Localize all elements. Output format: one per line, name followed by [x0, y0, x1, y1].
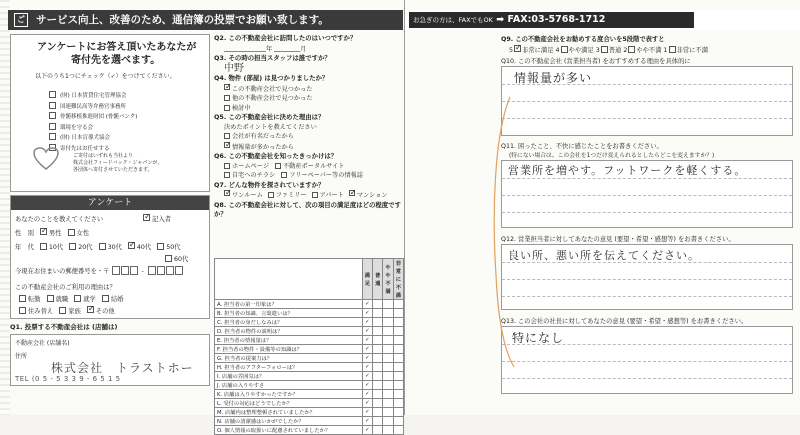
- q5-sub: 決めたポイントを教えてください: [224, 123, 317, 131]
- q6-option-label: フリーペーパー等の情報誌: [289, 172, 363, 179]
- q8-header: 満足: [362, 259, 372, 300]
- q8-item: D. 担当者の物件の説明は？: [215, 327, 363, 336]
- postal-digit[interactable]: [121, 266, 129, 275]
- q8-item: A. 担当者の第一印象は？: [215, 300, 363, 309]
- q8-row: [215, 354, 404, 363]
- org-checkbox[interactable]: [49, 123, 56, 130]
- q8-cell[interactable]: [393, 354, 403, 363]
- arrow-icon: ➡: [496, 14, 505, 25]
- reason-options-2: [15, 306, 115, 315]
- q9-checkbox[interactable]: [669, 46, 676, 53]
- fax-box: [409, 12, 694, 28]
- postal-digit[interactable]: [166, 266, 174, 275]
- donation-note: [73, 153, 162, 174]
- q7-question: Q7. どんな物件を探されていますか？: [214, 180, 325, 189]
- q5-question: Q5. この不動産会社に決めた理由は？: [214, 113, 325, 121]
- female-checkbox[interactable]: [68, 229, 75, 236]
- q8-cell[interactable]: [383, 372, 393, 381]
- q8-row: [215, 417, 404, 426]
- q7-option-label: アパート: [319, 192, 344, 199]
- q8-row: [215, 363, 404, 372]
- q5-option-label: 情報量が多かったから: [232, 143, 294, 151]
- donation-note-line: 株式会社フィードバック・ジャパンが、: [73, 160, 163, 166]
- q6-checkbox[interactable]: [281, 172, 287, 178]
- q9-option: やや満足: [568, 47, 594, 54]
- q7-checkbox[interactable]: [312, 192, 318, 198]
- q8-cell[interactable]: [383, 399, 393, 408]
- reason-checkbox[interactable]: [87, 306, 94, 313]
- q8-cell[interactable]: [393, 381, 403, 390]
- q4-option-label: 検討中: [232, 104, 251, 112]
- q8-cell[interactable]: [383, 381, 393, 390]
- q8-cell[interactable]: [393, 408, 403, 417]
- age-option: 30代: [107, 244, 122, 251]
- q8-row: [215, 345, 404, 354]
- q8-cell[interactable]: [373, 345, 383, 354]
- answer-rule: [502, 101, 792, 102]
- q8-cell[interactable]: [373, 390, 383, 399]
- q13-answer-box[interactable]: [501, 326, 793, 394]
- gender-row: [15, 228, 89, 237]
- q8-cell[interactable]: [393, 390, 403, 399]
- kinyusha-label: 記入者: [152, 216, 172, 223]
- q8-row: [215, 390, 404, 399]
- org-checkbox[interactable]: [49, 133, 56, 140]
- age-row: [15, 242, 181, 251]
- q8-cell[interactable]: [383, 309, 393, 318]
- q8-item: J. 店舗の入りやすさ: [215, 381, 363, 390]
- q10-handwritten-answer: 情報量が多い: [514, 71, 593, 85]
- q8-cell-checked[interactable]: ✓: [362, 426, 372, 435]
- q8-cell[interactable]: [393, 372, 403, 381]
- q8-header: 非常に不満: [393, 259, 403, 300]
- about-you-row: [15, 214, 171, 223]
- q6-checkbox[interactable]: [224, 163, 230, 169]
- q7-checkbox[interactable]: [268, 192, 274, 198]
- postal-digit[interactable]: [112, 266, 120, 275]
- reason-checkbox[interactable]: [59, 307, 66, 314]
- q8-cell[interactable]: [383, 336, 393, 345]
- q8-satisfaction-table: [214, 258, 404, 435]
- org-label: 寄付先はお任せする: [60, 145, 110, 152]
- q8-cell[interactable]: [383, 327, 393, 336]
- q6-option-label: 自宅へのチラシ: [232, 172, 276, 179]
- postal-digit[interactable]: [175, 266, 183, 275]
- q8-cell[interactable]: [373, 327, 383, 336]
- donation-note-line: ご寄付はいずれも当社より: [73, 153, 134, 159]
- q2-answer: [214, 44, 404, 55]
- q8-row: [215, 381, 404, 390]
- q8-cell[interactable]: [393, 309, 403, 318]
- q13-question: Q13. この会社の社長に対してあなたの意見 (要望・希望・感想等) をお書きください。: [501, 318, 748, 325]
- q7-options: [214, 190, 404, 201]
- survey-title: アンケート: [11, 196, 209, 210]
- q8-item: F. 担当者の物件・設備等の知識は？: [215, 345, 363, 354]
- age-checkbox[interactable]: [128, 242, 135, 249]
- q2-month-label: 月: [300, 45, 307, 53]
- reason-option: 転勤: [28, 296, 41, 303]
- q13-handwritten-answer: 特になし: [512, 331, 565, 345]
- reason-checkbox[interactable]: [74, 295, 81, 302]
- q8-cell-checked[interactable]: ✓: [362, 309, 372, 318]
- male-checkbox[interactable]: [40, 228, 47, 235]
- q8-cell-checked[interactable]: ✓: [362, 336, 372, 345]
- postal-row: 今現在お住まいの郵便番号を・〒 -: [15, 266, 183, 275]
- org-item[interactable]: [49, 123, 137, 134]
- q4-option-label: 他の不動産会社で見つかった: [232, 95, 313, 102]
- q8-cell[interactable]: [393, 336, 403, 345]
- q1-tel: TEL (0 5 - 5 3 3 9 - 6 5 1 5: [15, 375, 121, 383]
- age-label: 年 代: [15, 244, 34, 251]
- reason-label: この不動産会社のご利用の理由は？: [15, 284, 116, 291]
- q8-cell[interactable]: [393, 345, 403, 354]
- postal-digit[interactable]: [157, 266, 165, 275]
- q8-cell[interactable]: [373, 381, 383, 390]
- age-option: 50代: [166, 244, 181, 251]
- org-item[interactable]: [49, 102, 137, 113]
- q8-row: [215, 327, 404, 336]
- org-label: 国連難民高等弁務官事務所: [60, 103, 127, 110]
- q8-cell-checked[interactable]: ✓: [362, 345, 372, 354]
- q8-header: やや不満: [383, 259, 393, 300]
- q2-month-field[interactable]: [274, 44, 300, 52]
- org-label: 骨髄移植推進財団 (骨髄バンク): [60, 114, 138, 120]
- postal-label: 今現在お住まいの郵便番号を・〒: [15, 268, 110, 275]
- age-option: 60代: [174, 256, 189, 263]
- org-label: (財) 日本盲導犬協会: [60, 135, 111, 141]
- q9-section: [501, 34, 796, 54]
- q8-row: [215, 300, 404, 309]
- q8-cell[interactable]: [383, 354, 393, 363]
- age-checkbox[interactable]: [165, 255, 172, 262]
- q8-cell[interactable]: [383, 417, 393, 426]
- q8-cell[interactable]: [393, 426, 403, 435]
- q8-cell[interactable]: [383, 390, 393, 399]
- donation-title-1: アンケートにお答え頂いたあなたが: [37, 42, 197, 53]
- answer-rule: [502, 279, 792, 280]
- answer-rule: [502, 195, 792, 196]
- q11-sub: (特にない場合は、この会社を1つだけ変えられるとしたらどこを変えますか？): [509, 153, 715, 159]
- q8-cell[interactable]: [393, 417, 403, 426]
- fax-number: FAX:03-5768-1712: [507, 14, 606, 25]
- reason-options-1: [15, 294, 123, 303]
- q8-cell[interactable]: [383, 300, 393, 309]
- q7-option-label: ワンルーム: [232, 192, 263, 199]
- q8-cell-checked[interactable]: ✓: [362, 417, 372, 426]
- q1-handwritten-company: 株式会社 トラストホー: [51, 361, 194, 375]
- q8-item: G. 担当者の提案力は？: [215, 354, 363, 363]
- q2-question: Q2. この不動産会社に訪問したのはいつですか？: [214, 34, 357, 42]
- q8-cell[interactable]: [373, 399, 383, 408]
- org-item[interactable]: [49, 133, 137, 144]
- q6-checkbox[interactable]: [275, 163, 281, 169]
- reason-checkbox[interactable]: [102, 295, 109, 302]
- q6-option-label: ホームページ: [232, 162, 270, 170]
- q8-cell-checked[interactable]: ✓: [362, 390, 372, 399]
- reason-checkbox[interactable]: [19, 307, 26, 314]
- q9-checkbox[interactable]: [628, 46, 635, 53]
- left-banner: [8, 10, 403, 30]
- postal-digit[interactable]: [130, 266, 138, 275]
- q5-checkbox[interactable]: [224, 133, 230, 139]
- q3-answer: [214, 64, 404, 75]
- about-you-label: あなたのことを教えてください: [15, 216, 104, 223]
- q8-cell[interactable]: [393, 318, 403, 327]
- age-option: 20代: [78, 244, 93, 251]
- q8-cell[interactable]: [373, 363, 383, 372]
- reason-option: 就学: [83, 296, 96, 303]
- reason-option: 結婚: [110, 296, 124, 303]
- q8-cell-checked[interactable]: ✓: [362, 318, 372, 327]
- q8-cell[interactable]: [393, 327, 403, 336]
- q8-row: [215, 408, 404, 417]
- age-option: 10代: [48, 244, 64, 251]
- reason-option: その他: [95, 308, 115, 315]
- q12-handwritten-answer: 良い所、悪い所を伝えてください。: [508, 249, 700, 262]
- q4-option[interactable]: [214, 104, 404, 114]
- q8-row: [215, 318, 404, 327]
- q6-options: [214, 171, 404, 181]
- q9-question: Q9. この不動産会社をお勧めする度合いを5段階で表すと: [501, 36, 665, 43]
- q8-item: C. 担当者の身だしなみは？: [215, 318, 363, 327]
- age-checkbox[interactable]: [157, 243, 164, 250]
- donation-title-2: 寄付先を選べます。: [71, 55, 161, 66]
- q1-question: Q1. 投票する不動産会社は (店舗は): [10, 323, 118, 331]
- q8-cell[interactable]: [373, 372, 383, 381]
- reason-option: 家族: [68, 308, 81, 315]
- q8-cell-checked[interactable]: ✓: [362, 327, 372, 336]
- q8-row: [215, 336, 404, 345]
- q10-answer-box[interactable]: [501, 66, 793, 136]
- q8-cell-checked[interactable]: ✓: [362, 300, 372, 309]
- q8-item: B. 担当者の知識、言葉遣いは？: [215, 309, 363, 318]
- q12-question: Q12. 営業担当者に対してあなたの意見 (要望・希望・感想等) をお書きください。: [501, 236, 735, 243]
- q5-checkbox[interactable]: [224, 142, 230, 148]
- q7-option-label: ファミリー: [275, 192, 307, 199]
- q8-row: [215, 426, 404, 435]
- banner-badge: ご: [14, 13, 28, 27]
- male-label: 男性: [48, 230, 62, 237]
- q4-option[interactable]: [214, 94, 404, 104]
- org-checkbox[interactable]: [49, 91, 56, 98]
- q9-option: やや不満: [636, 47, 662, 54]
- fax-small-text: お急ぎの方は、FAXでもOK: [413, 16, 493, 24]
- q8-header: 普通: [373, 259, 383, 300]
- q9-checkbox[interactable]: [514, 45, 521, 52]
- q8-cell[interactable]: [383, 318, 393, 327]
- age-checkbox[interactable]: [99, 243, 106, 250]
- org-checkbox[interactable]: [49, 102, 56, 109]
- q8-item: N. 店舗の清潔感はいかがでしたか？: [215, 417, 363, 426]
- age-checkbox[interactable]: [40, 243, 47, 250]
- q8-cell-checked[interactable]: ✓: [362, 363, 372, 372]
- q8-row: [215, 372, 404, 381]
- q8-cell[interactable]: [393, 363, 403, 372]
- q9-option: 普通: [608, 47, 622, 54]
- q3-handwritten-name: 中野: [224, 62, 244, 74]
- q4-option-label: この不動産会社で見つかった: [232, 85, 313, 93]
- q8-cell[interactable]: [383, 426, 393, 435]
- q4-checkbox[interactable]: [224, 95, 230, 101]
- age-checkbox[interactable]: [69, 243, 76, 250]
- q7-option-label: マンション: [356, 192, 388, 199]
- donation-note-line: 各団体へ寄付させていただきます。: [73, 167, 153, 173]
- postal-digit[interactable]: [148, 266, 156, 275]
- q8-row: [215, 399, 404, 408]
- donation-instruction: 以下のうち1つにチェック（✓）をつけてください。: [35, 73, 176, 80]
- q8-item: M. 店舗内は整理整頓されていましたか？: [215, 408, 363, 417]
- binding-strip: [0, 0, 10, 415]
- reason-option: 住み替え: [28, 308, 54, 315]
- q7-checkbox[interactable]: [224, 190, 230, 196]
- q1-answer-box[interactable]: [10, 334, 210, 386]
- q4-question: Q4. 物件 (部屋) は見つかりましたか？: [214, 74, 329, 82]
- profile-survey: [10, 195, 210, 319]
- answer-rule: [502, 378, 792, 379]
- q2-year-field[interactable]: [224, 44, 266, 52]
- q11-answer-box[interactable]: [501, 160, 793, 228]
- q4-checkbox[interactable]: [224, 105, 230, 111]
- q8-cell[interactable]: [393, 399, 403, 408]
- q1-address-label: 住所: [15, 353, 28, 360]
- q8-cell[interactable]: [393, 300, 403, 309]
- banner-text: サービス向上、改善のため、通信簿の投票でお願い致します。: [36, 14, 329, 26]
- kinyusha-checkbox[interactable]: [143, 214, 150, 221]
- q8-item: L. 受付の対応はどうでしたか？: [215, 399, 363, 408]
- answer-rule: [502, 118, 792, 119]
- q8-cell[interactable]: [383, 363, 393, 372]
- heart-icon: [33, 147, 59, 171]
- donation-box: [10, 34, 210, 192]
- age-option: 40代: [136, 244, 152, 251]
- q8-cell[interactable]: [373, 318, 383, 327]
- q8-cell-checked[interactable]: ✓: [362, 399, 372, 408]
- answer-rule: [502, 296, 792, 297]
- q8-row: [215, 309, 404, 318]
- q9-option: 非常に満足: [522, 47, 554, 54]
- reason-checkbox[interactable]: [19, 295, 26, 302]
- reason-option: 就職: [55, 296, 69, 303]
- q8-cell-checked[interactable]: ✓: [362, 372, 372, 381]
- q8-item: O. 個人情報の取扱いに配慮されていましたか？: [215, 426, 363, 435]
- q8-cell[interactable]: [373, 309, 383, 318]
- donation-org-list: [49, 91, 137, 154]
- q1-company-label: 不動産会社 (店舗名): [15, 340, 70, 347]
- org-label: (財) 日本賃貸住宅管理協会: [60, 93, 127, 99]
- fold-line: [488, 95, 518, 370]
- q8-item: H. 担当者のアフターフォローは？: [215, 363, 363, 372]
- fax-banner: [405, 10, 800, 30]
- answer-rule: [502, 212, 792, 213]
- q9-checkbox[interactable]: [561, 46, 568, 53]
- q8-cell[interactable]: [383, 408, 393, 417]
- org-item[interactable]: [49, 112, 137, 123]
- middle-questions: [214, 34, 404, 220]
- reason-row: [15, 282, 116, 291]
- gender-label: 性 別: [15, 230, 34, 237]
- q6-question: Q6. この不動産会社を知ったきっかけは？: [214, 152, 338, 160]
- q8-question: Q8. この不動産会社に対して、次の項目の満足度はどの程度ですか？: [214, 200, 401, 218]
- q11-handwritten-answer: 営業所を増やす。フットワークを軽くする。: [508, 164, 747, 177]
- q8-item: E. 担当者の情報量は？: [215, 336, 363, 345]
- q2-year-label: 年: [266, 45, 273, 53]
- q8-cell[interactable]: [373, 426, 383, 435]
- q7-checkbox[interactable]: [349, 190, 355, 196]
- org-checkbox[interactable]: [49, 112, 56, 119]
- right-page: [405, 0, 800, 415]
- q8-cell[interactable]: [373, 408, 383, 417]
- q9-scale: 5✓ 非常に満足 4 やや満足 3 普通 2 やや不満 1 非常に不満: [501, 45, 796, 54]
- q8-cell-checked[interactable]: ✓: [362, 408, 372, 417]
- q8-cell[interactable]: [373, 300, 383, 309]
- org-label: 環境を守る会: [60, 124, 94, 131]
- q8-item: K. 店舗は入りやすかったですか？: [215, 390, 363, 399]
- q12-answer-box[interactable]: [501, 244, 793, 310]
- q6-options: [214, 162, 404, 172]
- q4-option[interactable]: [214, 84, 404, 95]
- q8-item: I. 店舗の雰囲気は？: [215, 372, 363, 381]
- age-row-2: [161, 254, 188, 263]
- q6-checkbox[interactable]: [224, 172, 230, 178]
- q8-cell[interactable]: [373, 336, 383, 345]
- female-label: 女性: [76, 230, 90, 237]
- q8-header-row: [215, 259, 404, 300]
- q5-option[interactable]: [214, 142, 404, 153]
- q5-option-label: 会社が有名だったから: [232, 133, 294, 140]
- q3-question: Q3. その時の担当スタッフは誰ですか？: [214, 54, 331, 62]
- q11-question: Q11. 困ったこと、不快に感じたことをお書きください。: [501, 143, 663, 150]
- reason-checkbox[interactable]: [47, 295, 54, 302]
- q4-checkbox[interactable]: [224, 84, 230, 90]
- org-item[interactable]: [49, 91, 137, 102]
- q5-option[interactable]: [214, 132, 404, 142]
- answer-rule: [502, 361, 792, 362]
- q8-cell-checked[interactable]: ✓: [362, 354, 372, 363]
- q1-section: [10, 322, 210, 386]
- q8-cell[interactable]: [383, 345, 393, 354]
- q8-cell[interactable]: [373, 417, 383, 426]
- q8-cell[interactable]: [373, 354, 383, 363]
- q6-option-label: 不動産ポータルサイト: [282, 162, 345, 170]
- q9-option: 非常に不満: [676, 47, 709, 54]
- q10-question: Q10. この不動産会社 (営業担当者) をおすすめする理由を具体的に: [501, 58, 691, 65]
- q8-header-blank: [215, 259, 363, 300]
- q9-checkbox[interactable]: [601, 46, 608, 53]
- q8-cell-checked[interactable]: ✓: [362, 381, 372, 390]
